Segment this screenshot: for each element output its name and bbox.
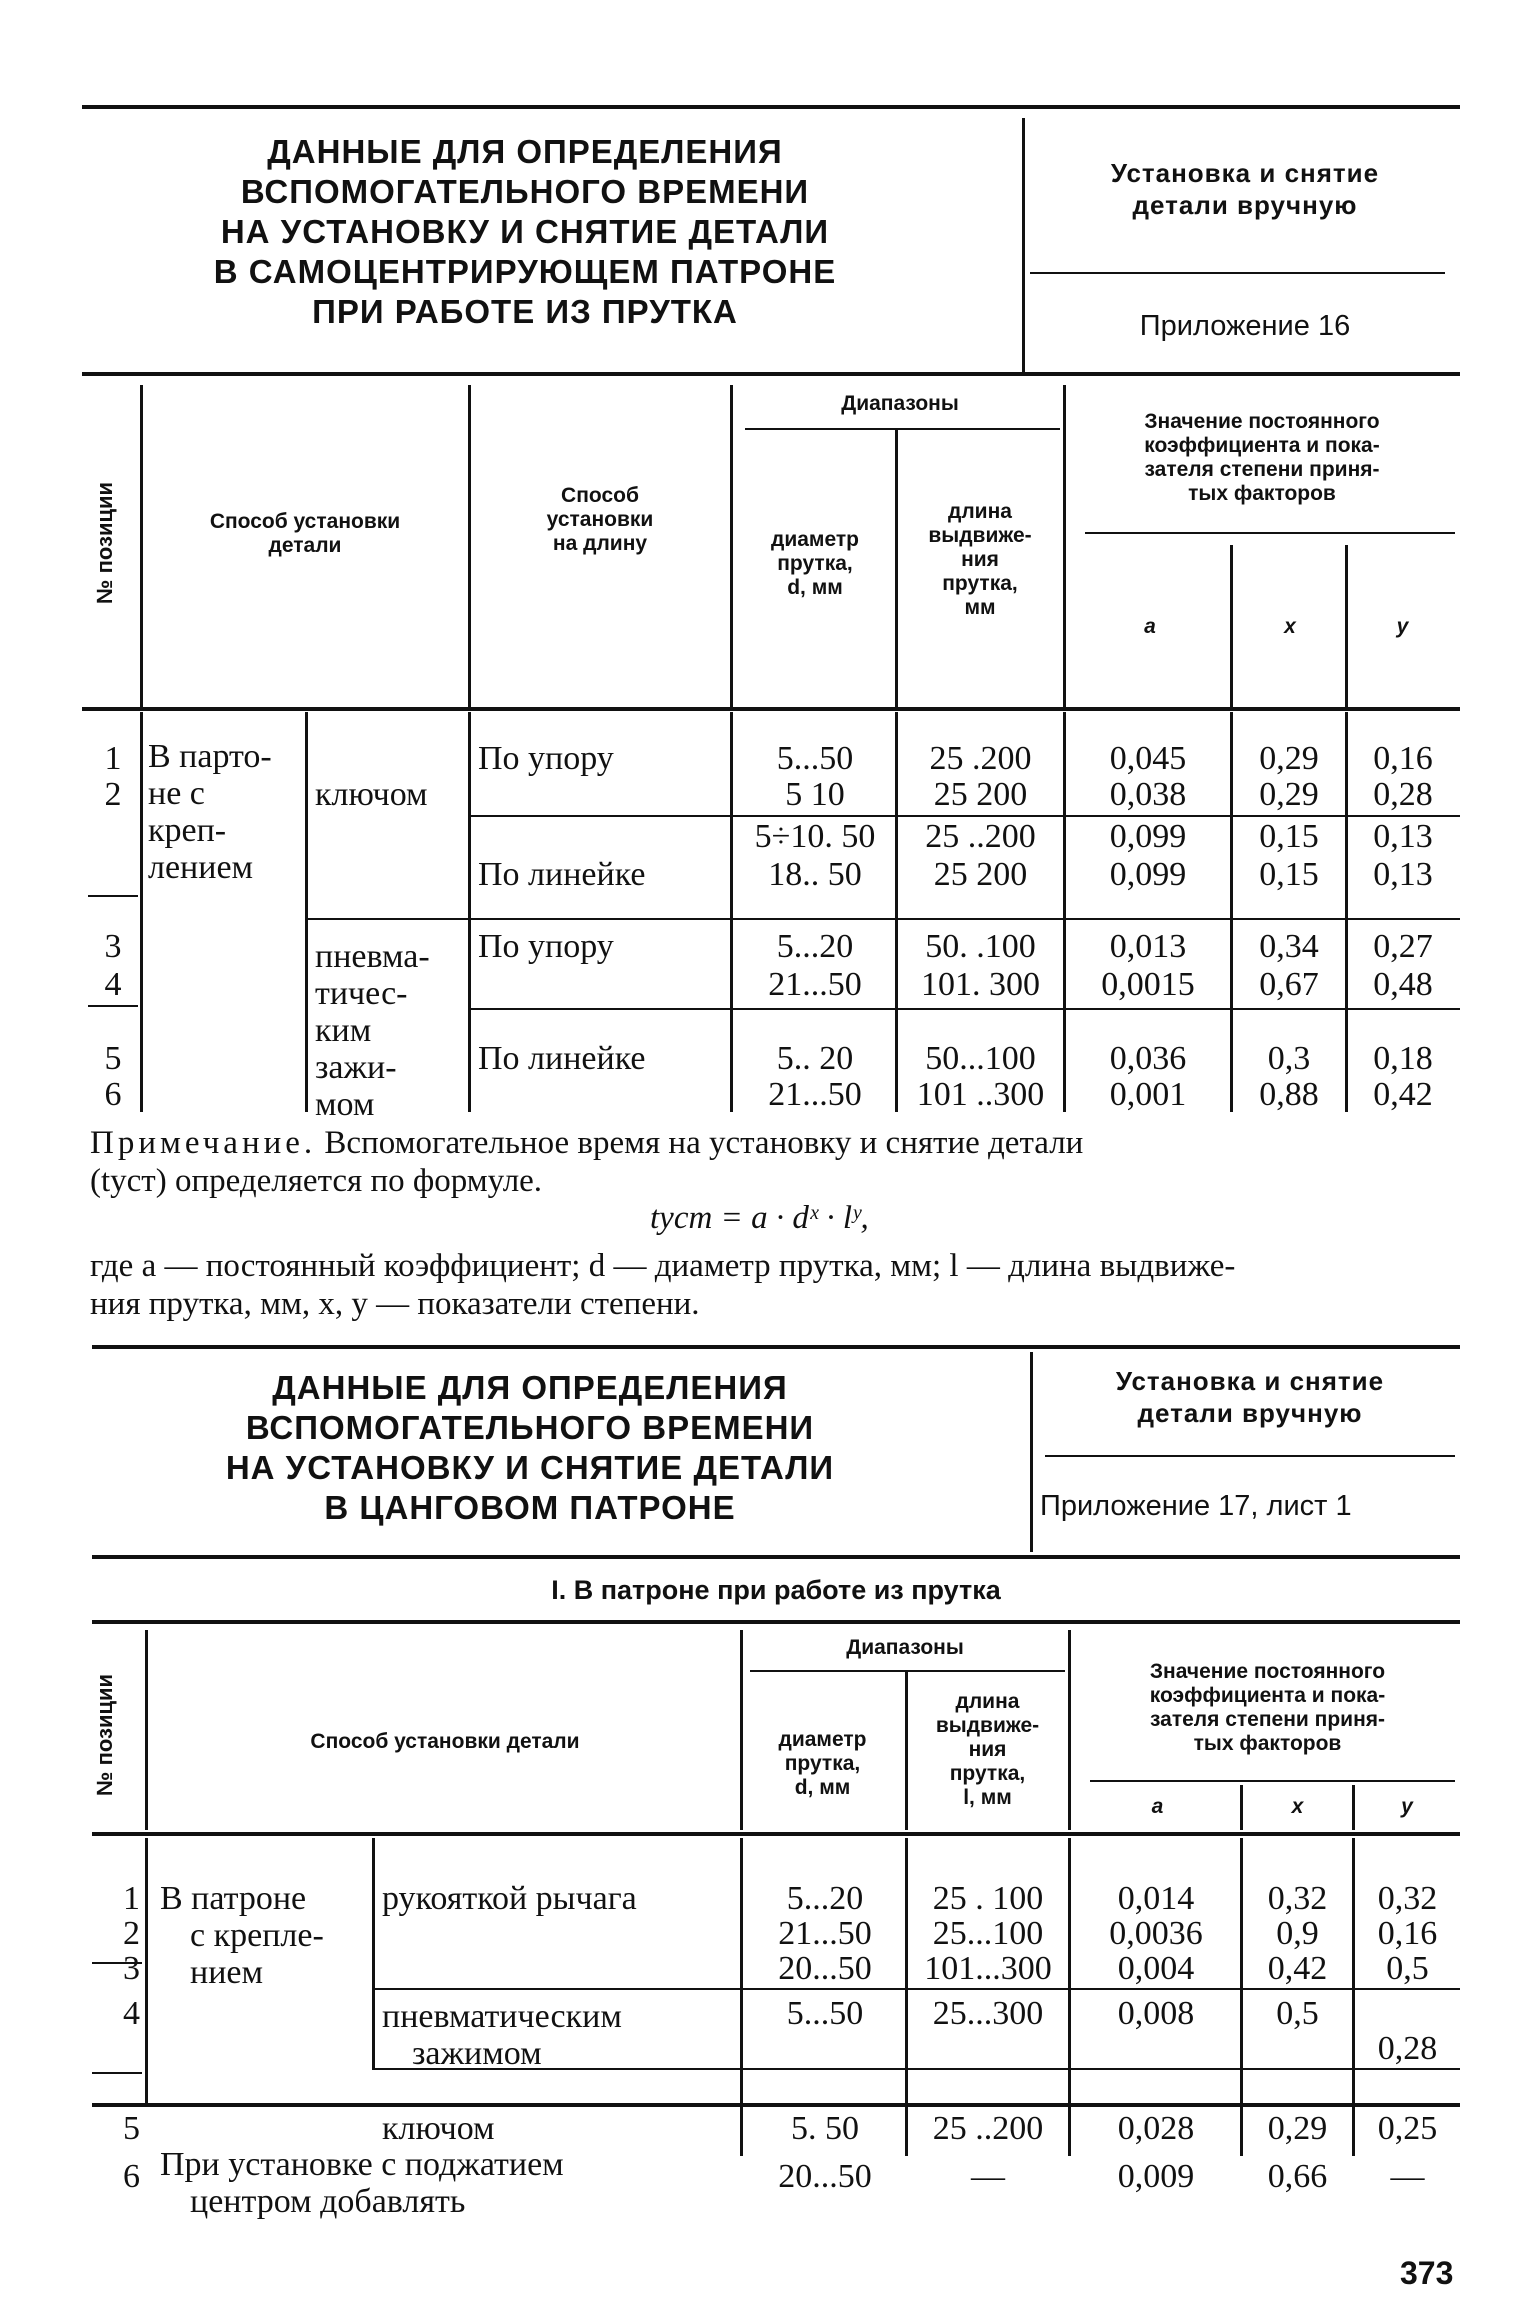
pos-header: № позиции xyxy=(92,481,117,605)
where: где a — постоянный коэффициент; d — диаметр прутка, мм; l — длина выдвиже- xyxy=(90,1248,1236,1284)
row6-text xyxy=(160,2146,740,2220)
exp-y-cell: 0,32 xyxy=(1377,1880,1438,1917)
cell-line: пневма- xyxy=(315,938,430,975)
length-cell: 25 . 100 xyxy=(932,1880,1044,1917)
length-cell: 25 ..200 xyxy=(932,2110,1044,2147)
hdr-line: выдвиже- xyxy=(935,1714,1040,1737)
exp-y-cell: 0,28 xyxy=(1377,2030,1438,2067)
length-cell: 25...100 xyxy=(932,1915,1044,1952)
method17-header: Способ установки детали xyxy=(310,1730,580,1753)
group1-label xyxy=(148,738,308,886)
diameter-cell: 5...50 xyxy=(786,1995,864,2032)
title-line: НА УСТАНОВКУ И СНЯТИЕ ДЕТАЛИ xyxy=(225,1449,835,1486)
cell-line: креп- xyxy=(148,812,227,849)
exp-y-cell: 0,18 xyxy=(1373,1040,1433,1077)
hdr-line: прутка, xyxy=(949,1762,1026,1785)
cell-line: При установке с поджатием xyxy=(160,2146,564,2183)
hdr-line: диаметр xyxy=(778,1728,867,1751)
coef-a-cell: 0,0036 xyxy=(1109,1915,1203,1952)
coef-a-cell: 0,028 xyxy=(1117,2110,1195,2147)
hdr-line: на длину xyxy=(552,532,648,555)
diameter-cell: 20...50 xyxy=(778,1950,872,1987)
position-cell: 6 xyxy=(104,1076,122,1113)
note-text: Вспомогательное время на установку и снятие детали xyxy=(324,1125,1084,1161)
cell-line: ким xyxy=(315,1012,372,1049)
sec17-subtitle: I. В патроне при работе из прутка xyxy=(551,1575,1001,1605)
cell-line: лением xyxy=(148,849,254,886)
cell-line: нием xyxy=(190,1954,263,1991)
title-line: ДАННЫЕ ДЛЯ ОПРЕДЕЛЕНИЯ xyxy=(267,133,783,170)
diameter-cell: 5. 50 xyxy=(791,2110,859,2147)
hdr-line: выдвиже- xyxy=(928,524,1032,547)
diam-header xyxy=(735,528,895,600)
hdr-line: зателя степени приня- xyxy=(1149,1708,1386,1731)
diameter-cell: 20...50 xyxy=(778,2158,872,2195)
length-cell: 25 200 xyxy=(933,776,1028,813)
sub17-3: ключом xyxy=(382,2110,495,2147)
hdr-line: установки xyxy=(546,508,654,531)
title-line: ВСПОМОГАТЕЛЬНОГО ВРЕМЕНИ xyxy=(245,1409,815,1446)
hdr-line: прутка, xyxy=(942,572,1018,595)
exp-x-cell: 0,66 xyxy=(1267,2158,1328,2195)
sub17-2 xyxy=(382,1998,622,2072)
position-cell: 2 xyxy=(123,1915,140,1952)
hdr-line: детали xyxy=(268,534,342,557)
hdr-line: длина xyxy=(948,500,1012,523)
diameter-cell: 5...20 xyxy=(786,1880,864,1917)
length-method-cell: По линейке xyxy=(478,1040,646,1077)
position-cell: 3 xyxy=(104,928,122,965)
note-label: Примечание. xyxy=(90,1125,317,1161)
page-number: 373 xyxy=(1400,2255,1454,2291)
position-cell: 5 xyxy=(123,2110,140,2147)
coef-a-cell: 0,008 xyxy=(1117,1995,1195,2032)
length-cell: 50. .100 xyxy=(925,928,1036,965)
hdr-line: прутка, xyxy=(784,1752,861,1775)
diameter-cell: 21...50 xyxy=(768,966,862,1003)
title-line: ДАННЫЕ ДЛЯ ОПРЕДЕЛЕНИЯ xyxy=(272,1369,788,1406)
length-method-cell: По упору xyxy=(478,740,614,777)
coef-a-cell: 0,099 xyxy=(1109,818,1187,855)
coef-a-cell: 0,009 xyxy=(1117,2158,1195,2195)
exp-x-cell: 0,32 xyxy=(1267,1880,1328,1917)
sec17-title xyxy=(160,1368,900,1528)
sec16-appendix: Приложение 16 xyxy=(1139,310,1351,342)
exp-x-cell: 0,88 xyxy=(1259,1076,1319,1113)
side-title-line: Установка и снятие xyxy=(1115,1366,1385,1396)
title-line: НА УСТАНОВКУ И СНЯТИЕ ДЕТАЛИ xyxy=(220,213,830,250)
title-line: ПРИ РАБОТЕ ИЗ ПРУТКА xyxy=(312,293,738,330)
position-cell: 5 xyxy=(104,1040,122,1077)
side-title-line: детали вручную xyxy=(1137,1398,1363,1428)
length-cell: — xyxy=(971,2158,1005,2195)
exp-y-cell: 0,16 xyxy=(1377,1915,1438,1952)
exp-x-cell: 0,15 xyxy=(1259,818,1319,855)
length-cell: 101...300 xyxy=(924,1950,1052,1987)
exp-y-cell: 0,13 xyxy=(1373,818,1433,855)
exp-x-cell: 0,67 xyxy=(1259,966,1319,1003)
exp-y-cell: — xyxy=(1390,2158,1425,2195)
diameter-cell: 18.. 50 xyxy=(768,856,862,893)
length-cell: 101. 300 xyxy=(921,966,1040,1003)
method-header xyxy=(150,510,460,558)
note-text2: (tуст) определяется по формуле. xyxy=(90,1163,543,1199)
coef-a-cell: 0,004 xyxy=(1117,1950,1195,1987)
sub17-1: рукояткой рычага xyxy=(382,1880,637,1917)
cell-line: с крепле- xyxy=(190,1917,324,1954)
exp-x-cell: 0,29 xyxy=(1259,776,1319,813)
a-header: a xyxy=(1144,615,1156,638)
exp-y-cell: 0,25 xyxy=(1377,2110,1438,2147)
cell-line: не с xyxy=(148,775,205,812)
coef-a-cell: 0,0015 xyxy=(1101,966,1195,1003)
hdr-line: l, мм xyxy=(963,1786,1012,1809)
length-method-header xyxy=(475,484,725,556)
exp-x-cell: 0,29 xyxy=(1259,740,1319,777)
hdr-line: ния xyxy=(961,548,999,571)
x-header: x xyxy=(1284,615,1296,638)
side-title-line: детали вручную xyxy=(1132,190,1358,220)
position-cell: 1 xyxy=(104,740,122,777)
length-cell: 101 ..300 xyxy=(916,1076,1045,1113)
position-cell: 6 xyxy=(123,2158,140,2195)
diameter-cell: 5...20 xyxy=(776,928,854,965)
hdr-line: диаметр xyxy=(771,528,859,551)
length-cell: 25 200 xyxy=(933,856,1028,893)
group17-label xyxy=(160,1880,324,1991)
y-header: y xyxy=(1396,615,1409,638)
diameter-cell: 21...50 xyxy=(778,1915,872,1952)
note xyxy=(90,1125,1460,1162)
hdr-line: длина xyxy=(955,1690,1020,1713)
coef-a-cell: 0,001 xyxy=(1109,1076,1187,1113)
hdr-line: Значение постоянного xyxy=(1149,1660,1386,1683)
cell-line: зажимом xyxy=(412,2035,542,2072)
hdr-line: Способ установки xyxy=(209,510,401,533)
exp-x-cell: 0,3 xyxy=(1267,1040,1311,1077)
length-cell: 25...300 xyxy=(932,1995,1044,2032)
y17-header: y xyxy=(1401,1795,1413,1818)
diameter-cell: 21...50 xyxy=(768,1076,862,1113)
exp-y-cell: 0,16 xyxy=(1373,740,1433,777)
exp-y-cell: 0,42 xyxy=(1373,1076,1433,1113)
x17-header: x xyxy=(1291,1795,1304,1818)
exp-y-cell: 0,28 xyxy=(1373,776,1433,813)
exp-y-cell: 0,13 xyxy=(1373,856,1433,893)
sub1-label: ключом xyxy=(315,776,428,813)
hdr-line: коэффициента и пока- xyxy=(1149,1684,1386,1707)
hdr-line: Значение постоянного xyxy=(1144,410,1380,433)
exp-y-cell: 0,48 xyxy=(1373,966,1433,1003)
cell-line: центром добавлять xyxy=(190,2183,466,2220)
exp-x-cell: 0,42 xyxy=(1267,1950,1328,1987)
hdr-line: прутка, xyxy=(777,552,853,575)
ranges-header: Диапазоны xyxy=(841,392,959,415)
coef-a-cell: 0,036 xyxy=(1109,1040,1187,1077)
coef-a-cell: 0,014 xyxy=(1117,1880,1195,1917)
cell-line: В парто- xyxy=(148,738,272,775)
len17-header xyxy=(910,1690,1065,1810)
sec17-side-title xyxy=(1040,1365,1460,1429)
length-cell: 50...100 xyxy=(925,1040,1036,1077)
a17-header: a xyxy=(1151,1795,1164,1818)
diameter-cell: 5÷10. 50 xyxy=(754,818,876,855)
hdr-line: тых факторов xyxy=(1193,1732,1342,1755)
position-cell: 4 xyxy=(104,966,122,1003)
exp-x-cell: 0,5 xyxy=(1276,1995,1319,2032)
hdr-line: d, мм xyxy=(787,576,843,599)
length-method-cell: По линейке xyxy=(478,856,646,893)
position-cell: 1 xyxy=(123,1880,140,1917)
where2: ния прутка, мм, x, y — показатели степени. xyxy=(90,1286,700,1322)
hdr-line: тых факторов xyxy=(1188,482,1336,505)
position-cell: 2 xyxy=(104,776,122,813)
side-title-line: Установка и снятие xyxy=(1110,158,1380,188)
formula: tуст = a · dˣ · lʸ, xyxy=(650,1200,869,1236)
exp-y-cell: 0,5 xyxy=(1386,1950,1429,1987)
sub2-label xyxy=(315,938,430,1123)
position-cell: 3 xyxy=(123,1950,140,1987)
exp-x-cell: 0,9 xyxy=(1276,1915,1319,1952)
hdr-line: Способ xyxy=(561,484,639,507)
title-line: В ЦАНГОВОМ ПАТРОНЕ xyxy=(324,1489,736,1526)
coef-a-cell: 0,038 xyxy=(1109,776,1187,813)
hdr-line: зателя степени приня- xyxy=(1144,458,1380,481)
coef-a-cell: 0,013 xyxy=(1109,928,1187,965)
cell-line: зажи- xyxy=(315,1049,397,1086)
position-cell: 4 xyxy=(123,1995,140,2032)
coef-a-cell: 0,045 xyxy=(1109,740,1187,777)
coef-header xyxy=(1072,410,1452,506)
ranges17-header: Диапазоны xyxy=(846,1636,964,1659)
hdr-line: ния xyxy=(968,1738,1007,1761)
diameter-cell: 5.. 20 xyxy=(776,1040,854,1077)
exp-x-cell: 0,34 xyxy=(1259,928,1319,965)
length-cell: 25 .200 xyxy=(929,740,1032,777)
cell-line: тичес- xyxy=(315,975,408,1012)
sec16-side-title xyxy=(1035,157,1455,221)
cell-line: В патроне xyxy=(160,1880,307,1917)
hdr-line: мм xyxy=(964,596,996,619)
exp-y-cell: 0,27 xyxy=(1373,928,1433,965)
exp-x-cell: 0,29 xyxy=(1267,2110,1328,2147)
hdr-line: d, мм xyxy=(794,1776,851,1799)
title-line: В САМОЦЕНТРИРУЮЩЕМ ПАТРОНЕ xyxy=(213,253,837,290)
sec16-title xyxy=(150,132,900,332)
diameter-cell: 5...50 xyxy=(776,740,854,777)
hdr-line: коэффициента и пока- xyxy=(1144,434,1380,457)
diameter-cell: 5 10 xyxy=(785,776,845,813)
exp-x-cell: 0,15 xyxy=(1259,856,1319,893)
length-cell: 25 ..200 xyxy=(925,818,1036,855)
coef-a-cell: 0,099 xyxy=(1109,856,1187,893)
len-header xyxy=(900,500,1060,620)
length-method-cell: По упору xyxy=(478,928,614,965)
coef17-header xyxy=(1080,1660,1455,1756)
title-line: ВСПОМОГАТЕЛЬНОГО ВРЕМЕНИ xyxy=(240,173,810,210)
cell-line: пневматическим xyxy=(382,1998,622,2035)
cell-line: мом xyxy=(315,1086,375,1123)
diam17-header xyxy=(745,1728,900,1800)
pos17-header: № позиции xyxy=(92,1673,117,1797)
sec17-appendix: Приложение 17, лист 1 xyxy=(1040,1490,1352,1522)
